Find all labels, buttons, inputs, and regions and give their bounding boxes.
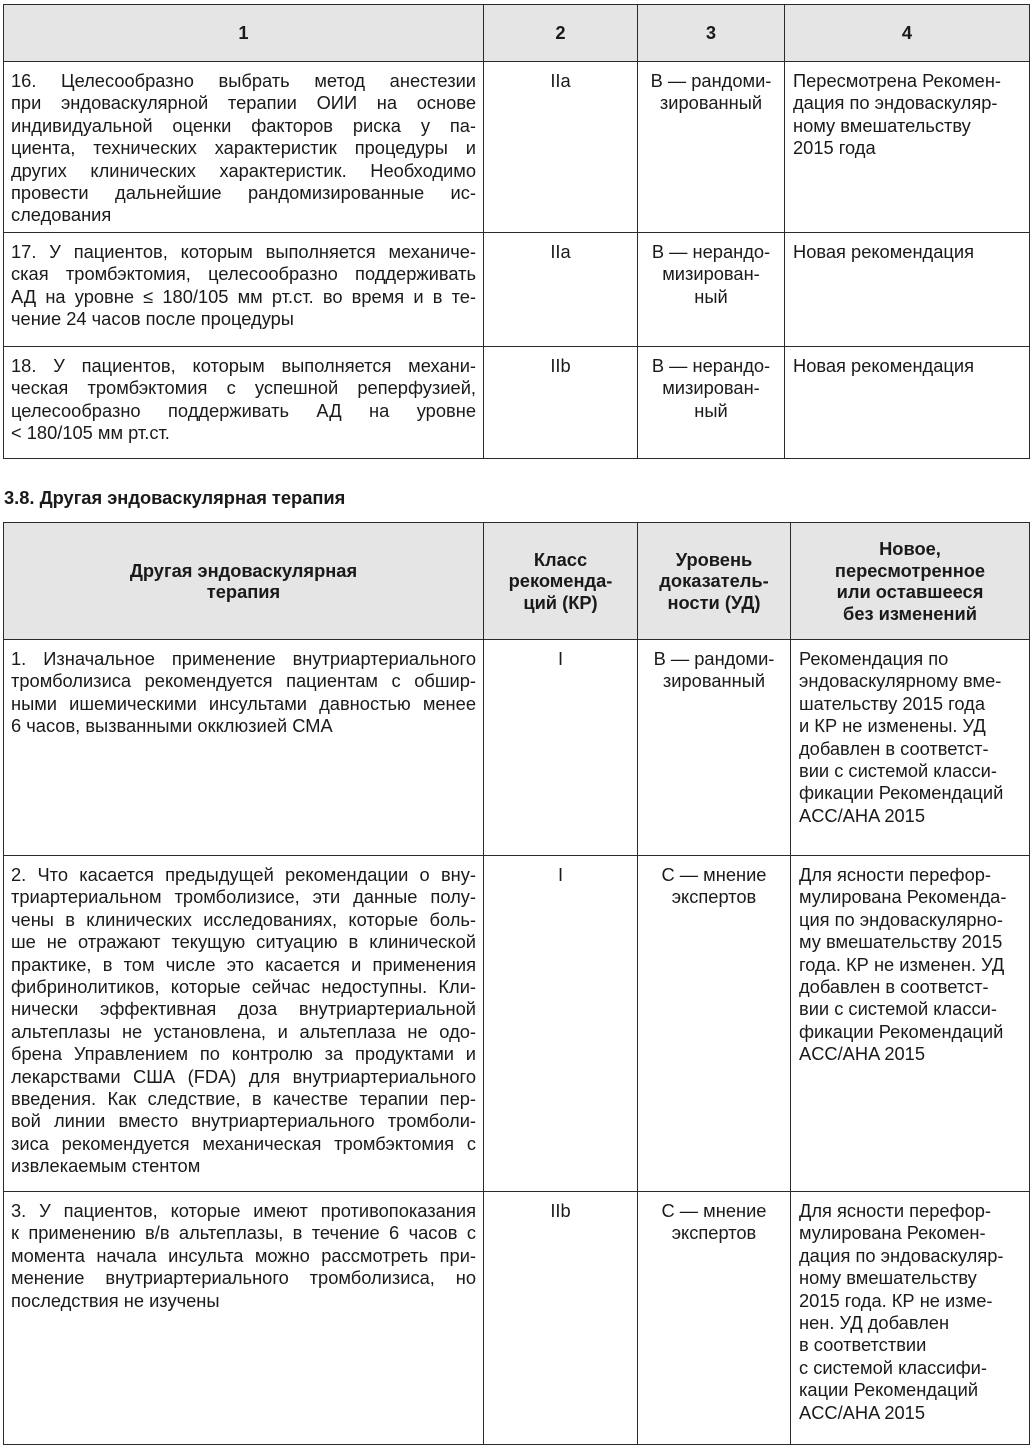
status-line: Новая рекомендация (793, 240, 974, 262)
table-row (4, 62, 1030, 233)
text-line: 1. Изначальное применение внутриартериального (11, 648, 476, 669)
header-line: без изменений (843, 602, 977, 624)
text-line: при эндоваскулярной терапии ОИИ на основе (11, 92, 476, 114)
recommendation-text (4, 640, 484, 856)
evidence-level (638, 856, 791, 1192)
recommendation-class: IIb (484, 346, 638, 458)
table-row (4, 232, 1030, 346)
text-line: других клинических характеристик. Необходимо (11, 159, 476, 181)
status-line: дация по эндоваскуляр- (793, 92, 998, 114)
table-header-row (4, 523, 1030, 640)
text-line: вой линии вместо внутриартериального тромболи- (11, 1110, 476, 1132)
header-line: или оставшееся (836, 581, 984, 602)
text-line: ческая тромбэктомия с успешной реперфузией, (11, 377, 476, 399)
table-row (4, 640, 1030, 856)
table-row (4, 346, 1030, 458)
text-line: провести дальнейшие рандомизированные ис- (11, 182, 476, 204)
status-line: Пересмотрена Рекомен- (793, 70, 1002, 91)
recommendation-status (785, 232, 1030, 346)
text-line: чены в клинических исследованиях, которые боль- (11, 908, 476, 930)
text-line: лекарствами США (FDA) для внутриартериального (11, 1065, 476, 1087)
text-line: следования (11, 204, 112, 226)
level-line: ный (694, 285, 728, 307)
text-line: 2. Что касается предыдущей рекомендации о вну- (11, 864, 476, 885)
header-line: Уровень (675, 548, 753, 570)
status-line: ACC/AHA 2015 (799, 1043, 926, 1065)
level-line: С — мнение (661, 1200, 767, 1221)
text-line: зиса рекомендуется механическая тромбэктомия с (11, 1132, 476, 1154)
text-line: последствия не изучены (11, 1289, 220, 1311)
evidence-level (638, 346, 785, 458)
status-line: ному вмешательству (799, 1267, 977, 1289)
recommendation-status (785, 346, 1030, 458)
header-line: пересмотренное (834, 559, 986, 581)
recommendation-status (791, 856, 1030, 1192)
header-line: рекоменда- (508, 570, 613, 592)
status-line: дация по эндоваскуляр- (799, 1244, 1004, 1266)
table-row (4, 1192, 1030, 1445)
recommendation-class: I (484, 640, 638, 856)
recommendation-text (4, 346, 484, 458)
evidence-level (638, 62, 785, 233)
text-line: целесообразно поддерживать АД на уровне (11, 399, 476, 421)
level-line: экспертов (671, 886, 757, 908)
level-line: зированный (662, 670, 766, 692)
status-line: добавлен в соответст- (799, 737, 989, 759)
text-line: ская тромбэктомия, целесообразно поддерживать (11, 263, 476, 285)
status-line: 2015 года. КР не изме- (799, 1289, 993, 1311)
level-line: экспертов (671, 1222, 757, 1244)
header-line: ности (УД) (667, 591, 761, 613)
table-row (4, 856, 1030, 1192)
status-line: в соответствии (799, 1334, 927, 1356)
column-header-evidence-level (638, 523, 791, 640)
header-line: Новое, (879, 538, 941, 559)
status-line: вии с системой класси- (799, 760, 997, 782)
status-line: шательству 2015 года (799, 692, 986, 714)
status-line: ACC/AHA 2015 (799, 1401, 926, 1423)
text-line: ше не отражают текущую ситуацию в клинической (11, 931, 476, 953)
text-line: брена Управлением по контролю за продуктами и (11, 1043, 476, 1065)
text-line: чение 24 часов после процедуры (11, 308, 294, 330)
text-line: < 180/105 мм рт.ст. (11, 422, 170, 444)
text-line: практике, в том числе это касается и применения (11, 953, 476, 975)
level-line: ный (694, 399, 728, 421)
status-line: му вмешательству 2015 (799, 931, 1003, 953)
text-line: триартериальном тромболизисе, эти данные полу- (11, 886, 476, 908)
column-header-1: 1 (4, 5, 484, 62)
status-line: эндоваскулярному вме- (799, 670, 1002, 692)
text-line: циента, технических характеристик процедуры и (11, 137, 476, 159)
status-line: фикации Рекомендаций (799, 782, 1004, 804)
status-line: Рекомендация по (799, 648, 949, 669)
text-line: альтеплазы не установлена, и альтеплаза не одо- (11, 1020, 476, 1042)
status-line: года. КР не изменен. УД (799, 953, 1005, 975)
recommendations-table-continued (3, 4, 1030, 459)
status-line: Новая рекомендация (793, 354, 974, 376)
status-line: мулирована Рекоменда- (799, 886, 1007, 908)
level-line: зированный (659, 92, 763, 114)
text-line: индивидуальной оценки факторов риска у па- (11, 114, 476, 136)
level-line: мизирован- (662, 263, 760, 285)
level-line: В — рандоми- (653, 648, 775, 669)
text-line: АД на уровне ≤ 180/105 мм рт.ст. во время и в те- (11, 285, 476, 307)
level-line: В — нерандо- (651, 354, 771, 376)
status-line: нен. УД добавлен (799, 1312, 950, 1334)
level-line: В — нерандо- (651, 240, 771, 262)
text-line: ными ишемическими инсультами давностью менее (11, 692, 476, 714)
text-line: нически эффективная доза внутриартериальной (11, 998, 476, 1020)
status-line: ному вмешательству (793, 114, 971, 136)
evidence-level (638, 232, 785, 346)
header-line: ций (КР) (523, 591, 598, 613)
level-line: С — мнение (661, 864, 767, 885)
column-header-class (484, 523, 638, 640)
text-line: 3. У пациентов, которые имеют противопоказания (11, 1200, 476, 1221)
header-line: Класс (533, 548, 588, 570)
recommendation-status (791, 640, 1030, 856)
level-line: В — рандоми- (650, 70, 772, 91)
status-line: вии с системой класси- (799, 998, 997, 1020)
column-header-3: 3 (638, 5, 785, 62)
text-line: менение внутриартериального тромболизиса, но (11, 1267, 476, 1289)
other-endovascular-therapy-table (3, 522, 1030, 1445)
text-line: 6 часов, вызванными окклюзией СМА (11, 715, 333, 737)
status-line: мулирована Рекомен- (799, 1222, 986, 1244)
column-header-therapy (4, 523, 484, 640)
text-line: момента начала инсульта можно рассмотреть при- (11, 1244, 476, 1266)
text-line: введения. Как следствие, в качестве терапии пер- (11, 1088, 476, 1110)
section-heading: 3.8. Другая эндоваскулярная терапия (4, 487, 346, 508)
evidence-level (638, 1192, 791, 1445)
status-line: 2015 года (793, 137, 876, 159)
text-line: извлекаемым стентом (11, 1155, 201, 1177)
status-line: Для ясности перефор- (799, 864, 991, 885)
header-line: Другая эндоваскулярная (129, 559, 358, 581)
recommendation-text (4, 856, 484, 1192)
recommendation-text (4, 1192, 484, 1445)
column-header-status (791, 523, 1030, 640)
recommendation-class: IIa (484, 232, 638, 346)
header-line: терапия (206, 581, 281, 602)
text-line: 18. У пациентов, которым выполняется механи- (11, 354, 476, 376)
recommendation-status (785, 62, 1030, 233)
recommendation-text (4, 232, 484, 346)
recommendation-class: I (484, 856, 638, 1192)
status-line: фикации Рекомендаций (799, 1020, 1004, 1042)
status-line: с системой классифи- (799, 1356, 987, 1378)
level-line: мизирован- (662, 377, 760, 399)
status-line: ция по эндоваскулярно- (799, 908, 1003, 930)
status-line: и КР не изменены. УД (799, 715, 986, 737)
text-line: фибринолитиков, которые сейчас недоступны. Кли- (11, 976, 476, 998)
status-line: Для ясности перефор- (799, 1200, 991, 1221)
recommendation-class: IIa (484, 62, 638, 233)
evidence-level (638, 640, 791, 856)
status-line: ACC/AHA 2015 (799, 804, 926, 826)
status-line: добавлен в соответст- (799, 976, 989, 998)
table-header-row (4, 5, 1030, 62)
text-line: тромболизиса рекомендуется пациентам с обшир- (11, 670, 476, 692)
header-line: доказатель- (659, 570, 769, 592)
text-line: к применению в/в альтеплазы, в течение 6 часов с (11, 1222, 476, 1244)
recommendation-text (4, 62, 484, 233)
text-line: 17. У пациентов, которым выполняется механиче- (11, 240, 476, 262)
text-line: 16. Целесообразно выбрать метод анестезии (11, 70, 476, 91)
column-header-4: 4 (785, 5, 1030, 62)
recommendation-class: IIb (484, 1192, 638, 1445)
status-line: кации Рекомендаций (799, 1379, 979, 1401)
column-header-2: 2 (484, 5, 638, 62)
recommendation-status (791, 1192, 1030, 1445)
